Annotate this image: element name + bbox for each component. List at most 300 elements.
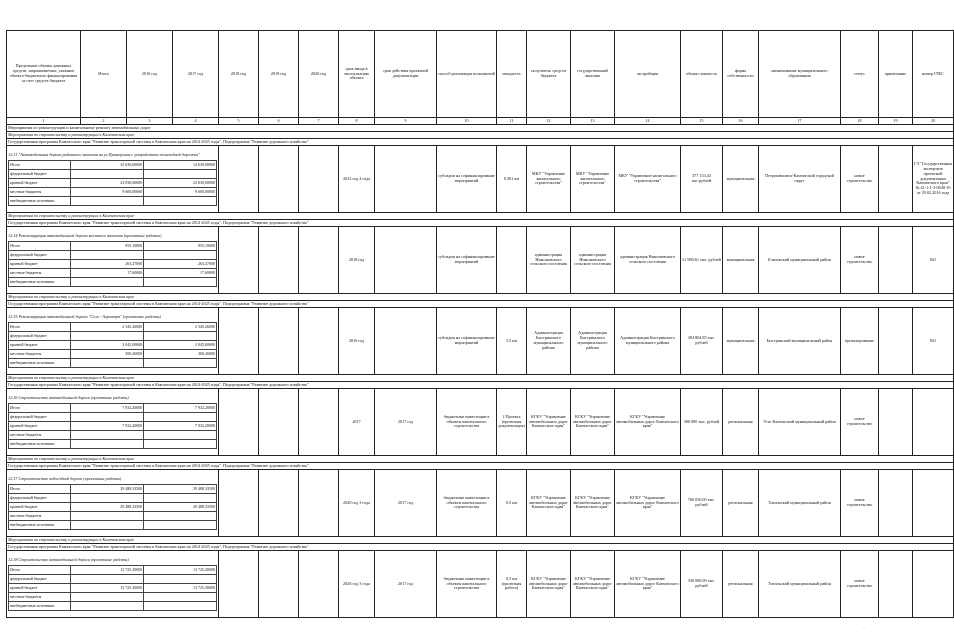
implementation-method: субсидии на софинансирование мероприятий bbox=[437, 146, 497, 213]
finance-year: 29 488,33500 bbox=[144, 502, 217, 511]
program-title: Государственная программа Камчатского края "Развитие транспортной системы в Камчатском крае на 2014-2025 годы". Подпрограмма "Развитие дорожного хозяйства" bbox=[7, 220, 954, 227]
project-row bbox=[7, 227, 954, 294]
finance-year bbox=[144, 169, 217, 178]
project-finance-cell bbox=[7, 227, 219, 294]
year-cell bbox=[299, 470, 339, 537]
finance-year bbox=[144, 511, 217, 520]
finance-label: местные бюджеты bbox=[9, 511, 71, 520]
finance-total: 9 600,00000 bbox=[71, 187, 144, 196]
grbs-note bbox=[913, 470, 954, 537]
grbs-note: 841 bbox=[913, 308, 954, 375]
finance-row bbox=[9, 520, 217, 529]
section-row bbox=[7, 294, 954, 301]
finance-total: 7 932,20000 bbox=[71, 421, 144, 430]
finance-row bbox=[9, 421, 217, 430]
section-row bbox=[7, 456, 954, 463]
ownership-form: муниципальная bbox=[723, 227, 759, 294]
finance-row bbox=[9, 574, 217, 583]
section-row bbox=[7, 132, 954, 139]
finance-row bbox=[9, 403, 217, 412]
header-cell: Предельные объемы денежных средств, запрашиваемые, указание объекта бюджетного финансирования за счет средств бюджета bbox=[7, 31, 81, 118]
capacity: 0,5 км bbox=[497, 470, 527, 537]
finance-year bbox=[144, 412, 217, 421]
section-title: Мероприятия по строительству и реконструкции в Камчатском крае bbox=[7, 213, 954, 220]
program-row bbox=[7, 463, 954, 470]
ownership-form: муниципальная bbox=[723, 146, 759, 213]
finance-total bbox=[71, 331, 144, 340]
finance-row bbox=[9, 412, 217, 421]
header-cell: срок ввода в эксплуатацию объекта bbox=[339, 31, 375, 118]
finance-year bbox=[144, 520, 217, 529]
remark bbox=[879, 389, 913, 456]
column-number: 20 bbox=[913, 118, 954, 125]
finance-label: местные бюджеты bbox=[9, 349, 71, 358]
column-number: 4 bbox=[173, 118, 219, 125]
finance-row bbox=[9, 565, 217, 574]
column-number: 1 bbox=[7, 118, 81, 125]
total-cost: 300 000 тыс. рублей bbox=[681, 389, 723, 456]
top-title: Мероприятия по реконструкции и капитальному ремонту автомобильных дорог bbox=[7, 125, 954, 132]
finance-year bbox=[144, 250, 217, 259]
project-title: 12.36 Строительство автомобильной дороги (проектные работы) bbox=[8, 395, 129, 401]
remark bbox=[879, 551, 913, 618]
finance-label: федеральный бюджет bbox=[9, 412, 71, 421]
header-cell: общая стоимость bbox=[681, 31, 723, 118]
column-number: 3 bbox=[127, 118, 173, 125]
top-title-row bbox=[7, 125, 954, 132]
column-number: 15 bbox=[681, 118, 723, 125]
ownership-form: региональная bbox=[723, 470, 759, 537]
grbs-note bbox=[913, 551, 954, 618]
finance-row bbox=[9, 196, 217, 205]
year-cell bbox=[219, 389, 259, 456]
grbs-note bbox=[913, 389, 954, 456]
finance-row bbox=[9, 268, 217, 277]
project-row bbox=[7, 389, 954, 456]
municipality: Елизовский муниципальный район bbox=[759, 227, 841, 294]
municipality: Быстринский муниципальный район bbox=[759, 308, 841, 375]
finance-label: внебюджетные источники bbox=[9, 520, 71, 529]
finance-label: внебюджетные источники bbox=[9, 277, 71, 286]
recipient: МКУ "Управление капитального строительства" bbox=[527, 146, 571, 213]
finance-year bbox=[144, 277, 217, 286]
commission-date: 2022 год 4 года bbox=[339, 146, 375, 213]
finance-label: федеральный бюджет bbox=[9, 250, 71, 259]
finance-row bbox=[9, 169, 217, 178]
finance-table bbox=[8, 484, 217, 530]
implementation-method: субсидии на софинансирование мероприятий bbox=[437, 227, 497, 294]
column-number: 14 bbox=[615, 118, 681, 125]
finance-total bbox=[71, 412, 144, 421]
finance-label: федеральный бюджет bbox=[9, 169, 71, 178]
section-row bbox=[7, 537, 954, 544]
finance-year bbox=[144, 331, 217, 340]
finance-row bbox=[9, 358, 217, 367]
column-number: 5 bbox=[219, 118, 259, 125]
design-term bbox=[375, 146, 437, 213]
implementation-method: субсидии на софинансирование мероприятий bbox=[437, 308, 497, 375]
builder: администрация Николаевского сельского поселения bbox=[615, 227, 681, 294]
section-title: Мероприятия по строительству и реконструкции в Камчатском крае bbox=[7, 132, 954, 139]
year-cell bbox=[299, 227, 339, 294]
project-row bbox=[7, 551, 954, 618]
ownership-form: муниципальная bbox=[723, 308, 759, 375]
finance-label: краевой бюджет bbox=[9, 259, 71, 268]
finance-table bbox=[8, 565, 217, 611]
document-sheet bbox=[6, 30, 952, 631]
recipient: администрация Николаевского сельского поселения bbox=[527, 227, 571, 294]
header-cell: мощность bbox=[497, 31, 527, 118]
finance-year bbox=[144, 196, 217, 205]
header-cell: срок действия проектной документации bbox=[375, 31, 437, 118]
finance-label: внебюджетные источники bbox=[9, 439, 71, 448]
finance-total: 2 345,26000 bbox=[71, 322, 144, 331]
page-mark: · bbox=[863, 626, 865, 632]
finance-total bbox=[71, 601, 144, 610]
finance-row bbox=[9, 187, 217, 196]
project-finance-cell bbox=[7, 470, 219, 537]
program-row bbox=[7, 544, 954, 551]
commission-date: 2020 год 3 года bbox=[339, 470, 375, 537]
finance-row bbox=[9, 331, 217, 340]
capacity: 0,561 км bbox=[497, 146, 527, 213]
finance-year: 13 725,30000 bbox=[144, 565, 217, 574]
finance-row bbox=[9, 511, 217, 520]
recipient: КГКУ "Управление автомобильных дорог Камчатского края" bbox=[527, 470, 571, 537]
design-term: 2017 год bbox=[375, 551, 437, 618]
recipient: КГКУ "Управление автомобильных дорог Камчатского края" bbox=[527, 389, 571, 456]
finance-label: федеральный бюджет bbox=[9, 574, 71, 583]
column-number: 7 bbox=[299, 118, 339, 125]
program-title: Государственная программа Камчатского края "Развитие транспортной системы в Камчатском крае на 2014-2025 годы". Подпрограмма "Развитие дорожного хозяйства" bbox=[7, 382, 954, 389]
year-cell bbox=[259, 470, 299, 537]
remark bbox=[879, 470, 913, 537]
customer: КГКУ "Управление автомобильных дорог Камчатского края" bbox=[571, 389, 615, 456]
finance-year: 9 600,00000 bbox=[144, 187, 217, 196]
project-title: 12.31 "Автомобильная дорога районного значения на ул.Приморская с устройством пешеходной дорожки" bbox=[8, 152, 200, 158]
finance-total: 13 725,30000 bbox=[71, 565, 144, 574]
customer: КГКУ "Управление автомобильных дорог Камчатского края" bbox=[571, 551, 615, 618]
finance-row bbox=[9, 484, 217, 493]
section-row bbox=[7, 375, 954, 382]
column-number-row bbox=[7, 118, 954, 125]
project-finance-cell bbox=[7, 551, 219, 618]
finance-year bbox=[144, 592, 217, 601]
finance-row bbox=[9, 277, 217, 286]
finance-row bbox=[9, 439, 217, 448]
header-cell: статус bbox=[841, 31, 879, 118]
commission-date: 2026 год 3 года bbox=[339, 551, 375, 618]
customer: КГКУ "Управление автомобильных дорог Камчатского края" bbox=[571, 470, 615, 537]
finance-label: федеральный бюджет bbox=[9, 331, 71, 340]
finance-label: краевой бюджет bbox=[9, 502, 71, 511]
customer: МКУ "Управление капитального строительства" bbox=[571, 146, 615, 213]
finance-year: 14 630,00000 bbox=[144, 160, 217, 169]
finance-label: местные бюджеты bbox=[9, 592, 71, 601]
project-title: 12.37 Строительство подъездной дороги (проектные работы) bbox=[8, 476, 122, 482]
finance-label: местные бюджеты bbox=[9, 268, 71, 277]
project-row bbox=[7, 470, 954, 537]
program-row bbox=[7, 301, 954, 308]
remark bbox=[879, 227, 913, 294]
finance-year: 7 932,20000 bbox=[144, 421, 217, 430]
finance-total bbox=[71, 250, 144, 259]
column-number: 19 bbox=[879, 118, 913, 125]
finance-total: 955,10000 bbox=[71, 241, 144, 250]
finance-table bbox=[8, 322, 217, 368]
finance-year bbox=[144, 601, 217, 610]
finance-row bbox=[9, 502, 217, 511]
total-cost: 31 980,61 тыс. рублей bbox=[681, 227, 723, 294]
column-number: 13 bbox=[571, 118, 615, 125]
column-number: 8 bbox=[339, 118, 375, 125]
header-cell: наименование муниципального образования bbox=[759, 31, 841, 118]
column-number: 6 bbox=[259, 118, 299, 125]
finance-year: 23 030,00000 bbox=[144, 178, 217, 187]
header-cell: 2016 год bbox=[127, 31, 173, 118]
total-cost: 377 153,43 тыс.рублей bbox=[681, 146, 723, 213]
year-cell bbox=[299, 389, 339, 456]
project-title: 12.34 Реконструкция автомобильной дороги местного значения (проектные работы) bbox=[8, 233, 162, 239]
finance-total: 7 932,20000 bbox=[71, 403, 144, 412]
finance-year: 955,10000 bbox=[144, 241, 217, 250]
finance-total bbox=[71, 196, 144, 205]
finance-total: 32 630,00000 bbox=[71, 160, 144, 169]
year-cell bbox=[299, 146, 339, 213]
grbs-note: 841 bbox=[913, 227, 954, 294]
capacity: 2 Проекта (проектная документация) bbox=[497, 389, 527, 456]
program-row bbox=[7, 139, 954, 146]
total-cost: 494 804,85 тыс. рублей bbox=[681, 308, 723, 375]
year-cell bbox=[259, 227, 299, 294]
finance-label: внебюджетные источники bbox=[9, 601, 71, 610]
section-title: Мероприятия по строительству и реконструкции в Камчатском крае bbox=[7, 294, 954, 301]
finance-total: 17,60000 bbox=[71, 268, 144, 277]
builder: КГКУ "Управление автомобильных дорог Камчатского края" bbox=[615, 551, 681, 618]
finance-total bbox=[71, 430, 144, 439]
year-cell bbox=[219, 227, 259, 294]
column-number: 2 bbox=[81, 118, 127, 125]
finance-label: краевой бюджет bbox=[9, 340, 71, 349]
finance-total bbox=[71, 277, 144, 286]
status: новое строительство bbox=[841, 470, 879, 537]
column-number: 11 bbox=[497, 118, 527, 125]
year-cell bbox=[259, 389, 299, 456]
program-title: Государственная программа Камчатского края "Развитие транспортной системы в Камчатском крае на 2014-2025 годы". Подпрограмма "Развитие дорожного хозяйства" bbox=[7, 139, 954, 146]
customer: Администрация Быстринского муниципального района bbox=[571, 308, 615, 375]
project-finance-cell bbox=[7, 389, 219, 456]
finance-year: 300,26000 bbox=[144, 349, 217, 358]
ownership-form: региональная bbox=[723, 551, 759, 618]
finance-label: Итого bbox=[9, 160, 71, 169]
year-cell bbox=[299, 551, 339, 618]
finance-row bbox=[9, 241, 217, 250]
finance-total: 29 488,33500 bbox=[71, 502, 144, 511]
finance-year bbox=[144, 493, 217, 502]
year-cell bbox=[219, 470, 259, 537]
finance-row bbox=[9, 178, 217, 187]
section-title: Мероприятия по строительству и реконструкции в Камчатском крае bbox=[7, 537, 954, 544]
finance-label: Итого bbox=[9, 322, 71, 331]
finance-total: 263,47000 bbox=[71, 259, 144, 268]
finance-row bbox=[9, 160, 217, 169]
status: проектирование bbox=[841, 308, 879, 375]
status: новое строительство bbox=[841, 227, 879, 294]
status: новое строительство bbox=[841, 551, 879, 618]
finance-row bbox=[9, 592, 217, 601]
header-cell: застройщик bbox=[615, 31, 681, 118]
ownership-form: региональная bbox=[723, 389, 759, 456]
header-cell: способ реализации полномочий bbox=[437, 31, 497, 118]
section-title: Мероприятия по строительству и реконструкции в Камчатском крае bbox=[7, 375, 954, 382]
finance-label: Итого bbox=[9, 484, 71, 493]
builder: КГКУ "Управление автомобильных дорог Камчатского края" bbox=[615, 389, 681, 456]
finance-row bbox=[9, 340, 217, 349]
header-cell: получатель средств бюджета bbox=[527, 31, 571, 118]
column-number: 12 bbox=[527, 118, 571, 125]
finance-label: Итого bbox=[9, 241, 71, 250]
project-row bbox=[7, 308, 954, 375]
finance-total bbox=[71, 439, 144, 448]
finance-row bbox=[9, 583, 217, 592]
finance-row bbox=[9, 349, 217, 358]
finance-total: 29 488,33500 bbox=[71, 484, 144, 493]
column-number: 18 bbox=[841, 118, 879, 125]
finance-row bbox=[9, 493, 217, 502]
finance-total bbox=[71, 574, 144, 583]
remark bbox=[879, 308, 913, 375]
finance-total: 300,26000 bbox=[71, 349, 144, 358]
finance-year bbox=[144, 430, 217, 439]
program-title: Государственная программа Камчатского края "Развитие транспортной системы в Камчатском крае на 2014-2025 годы". Подпрограмма "Развитие дорожного хозяйства" bbox=[7, 301, 954, 308]
finance-year bbox=[144, 439, 217, 448]
finance-total bbox=[71, 592, 144, 601]
header-cell: государственный заказчик bbox=[571, 31, 615, 118]
year-cell bbox=[259, 146, 299, 213]
commission-date: 2017 bbox=[339, 389, 375, 456]
finance-year: 13 725,30000 bbox=[144, 583, 217, 592]
finance-label: краевой бюджет bbox=[9, 178, 71, 187]
header-cell: 2019 год bbox=[259, 31, 299, 118]
finance-label: краевой бюджет bbox=[9, 421, 71, 430]
finance-total bbox=[71, 358, 144, 367]
finance-total bbox=[71, 169, 144, 178]
finance-year bbox=[144, 574, 217, 583]
status: новое строительство bbox=[841, 146, 879, 213]
year-cell bbox=[259, 551, 299, 618]
header-cell: форма собственности bbox=[723, 31, 759, 118]
implementation-method: бюджетные инвестиции в объекты капитального строительства bbox=[437, 470, 497, 537]
total-cost: 330 000,00 тыс. рублей bbox=[681, 551, 723, 618]
municipality: Петропавловск-Камчатский городской округ bbox=[759, 146, 841, 213]
implementation-method: бюджетные инвестиции в объекты капитального строительства bbox=[437, 389, 497, 456]
year-cell bbox=[219, 551, 259, 618]
finance-label: внебюджетные источники bbox=[9, 358, 71, 367]
finance-row bbox=[9, 259, 217, 268]
finance-total: 13 725,30000 bbox=[71, 583, 144, 592]
finance-total bbox=[71, 493, 144, 502]
project-title: 12.38 Строительство автомобильной дороги (проектные работы) bbox=[8, 557, 129, 563]
recipient: КГКУ "Управление автомобильных дорог Камчатского края" bbox=[527, 551, 571, 618]
finance-label: местные бюджеты bbox=[9, 187, 71, 196]
capacity bbox=[497, 227, 527, 294]
finance-table bbox=[8, 160, 217, 206]
finance-year bbox=[144, 358, 217, 367]
header-cell: примечание bbox=[879, 31, 913, 118]
remark bbox=[879, 146, 913, 213]
capacity: 3,5 км bbox=[497, 308, 527, 375]
finance-label: Итого bbox=[9, 403, 71, 412]
finance-row bbox=[9, 430, 217, 439]
municipality: Усть-Камчатский муниципальный район bbox=[759, 389, 841, 456]
year-cell bbox=[299, 308, 339, 375]
total-cost: 760 050,00 тыс. рублей bbox=[681, 470, 723, 537]
capacity: 0,5 км (проектная работа) bbox=[497, 551, 527, 618]
design-term: 2017 год bbox=[375, 389, 437, 456]
builder: МКУ "Управление капитального строительства" bbox=[615, 146, 681, 213]
finance-year: 2 345,26000 bbox=[144, 322, 217, 331]
finance-year: 263,47000 bbox=[144, 259, 217, 268]
header-cell: 2018 год bbox=[219, 31, 259, 118]
commission-date: 2016 год bbox=[339, 308, 375, 375]
column-number: 17 bbox=[759, 118, 841, 125]
finance-label: местные бюджеты bbox=[9, 430, 71, 439]
finance-year: 17,60000 bbox=[144, 268, 217, 277]
recipient: Администрация Быстринского муниципального района bbox=[527, 308, 571, 375]
finance-row bbox=[9, 601, 217, 610]
implementation-method: бюджетные инвестиции в объекты капитального строительства bbox=[437, 551, 497, 618]
section-row bbox=[7, 213, 954, 220]
program-title: Государственная программа Камчатского края "Развитие транспортной системы в Камчатском крае на 2014-2025 годы". Подпрограмма "Развитие дорожного хозяйства" bbox=[7, 463, 954, 470]
program-row bbox=[7, 382, 954, 389]
finance-year: 2 045,00000 bbox=[144, 340, 217, 349]
builder: КГКУ "Управление автомобильных дорог Камчатского края" bbox=[615, 470, 681, 537]
project-finance-cell bbox=[7, 308, 219, 375]
design-term: 2017 год bbox=[375, 470, 437, 537]
design-term bbox=[375, 308, 437, 375]
header-cell: номер ГРБС bbox=[913, 31, 954, 118]
design-term bbox=[375, 227, 437, 294]
finance-label: внебюджетные источники bbox=[9, 196, 71, 205]
finance-table bbox=[8, 403, 217, 449]
finance-label: федеральный бюджет bbox=[9, 493, 71, 502]
finance-total bbox=[71, 520, 144, 529]
project-finance-cell bbox=[7, 146, 219, 213]
finance-row bbox=[9, 250, 217, 259]
grbs-note: ГЭ "Государственная экспертиза проектной документации Камчатского края" № 41-1-1-3-0048-16 от 29.02.2016 года bbox=[913, 146, 954, 213]
finance-total: 2 045,00000 bbox=[71, 340, 144, 349]
header-cell: 2020 год bbox=[299, 31, 339, 118]
finance-row bbox=[9, 322, 217, 331]
column-number: 10 bbox=[437, 118, 497, 125]
investment-table bbox=[6, 30, 954, 618]
year-cell bbox=[219, 146, 259, 213]
municipality: Тигильский муниципальный район bbox=[759, 470, 841, 537]
finance-label: краевой бюджет bbox=[9, 583, 71, 592]
finance-label: Итого bbox=[9, 565, 71, 574]
finance-total bbox=[71, 511, 144, 520]
header-cell: 2017 год bbox=[173, 31, 219, 118]
finance-year: 7 932,20000 bbox=[144, 403, 217, 412]
program-title: Государственная программа Камчатского края "Развитие транспортной системы в Камчатском крае на 2014-2025 годы". Подпрограмма "Развитие дорожного хозяйства" bbox=[7, 544, 954, 551]
year-cell bbox=[259, 308, 299, 375]
column-number: 16 bbox=[723, 118, 759, 125]
customer: администрация Николаевского сельского поселения bbox=[571, 227, 615, 294]
finance-table bbox=[8, 241, 217, 287]
finance-total: 23 030,00000 bbox=[71, 178, 144, 187]
builder: Администрация Быстринского муниципального района bbox=[615, 308, 681, 375]
status: новое строительство bbox=[841, 389, 879, 456]
